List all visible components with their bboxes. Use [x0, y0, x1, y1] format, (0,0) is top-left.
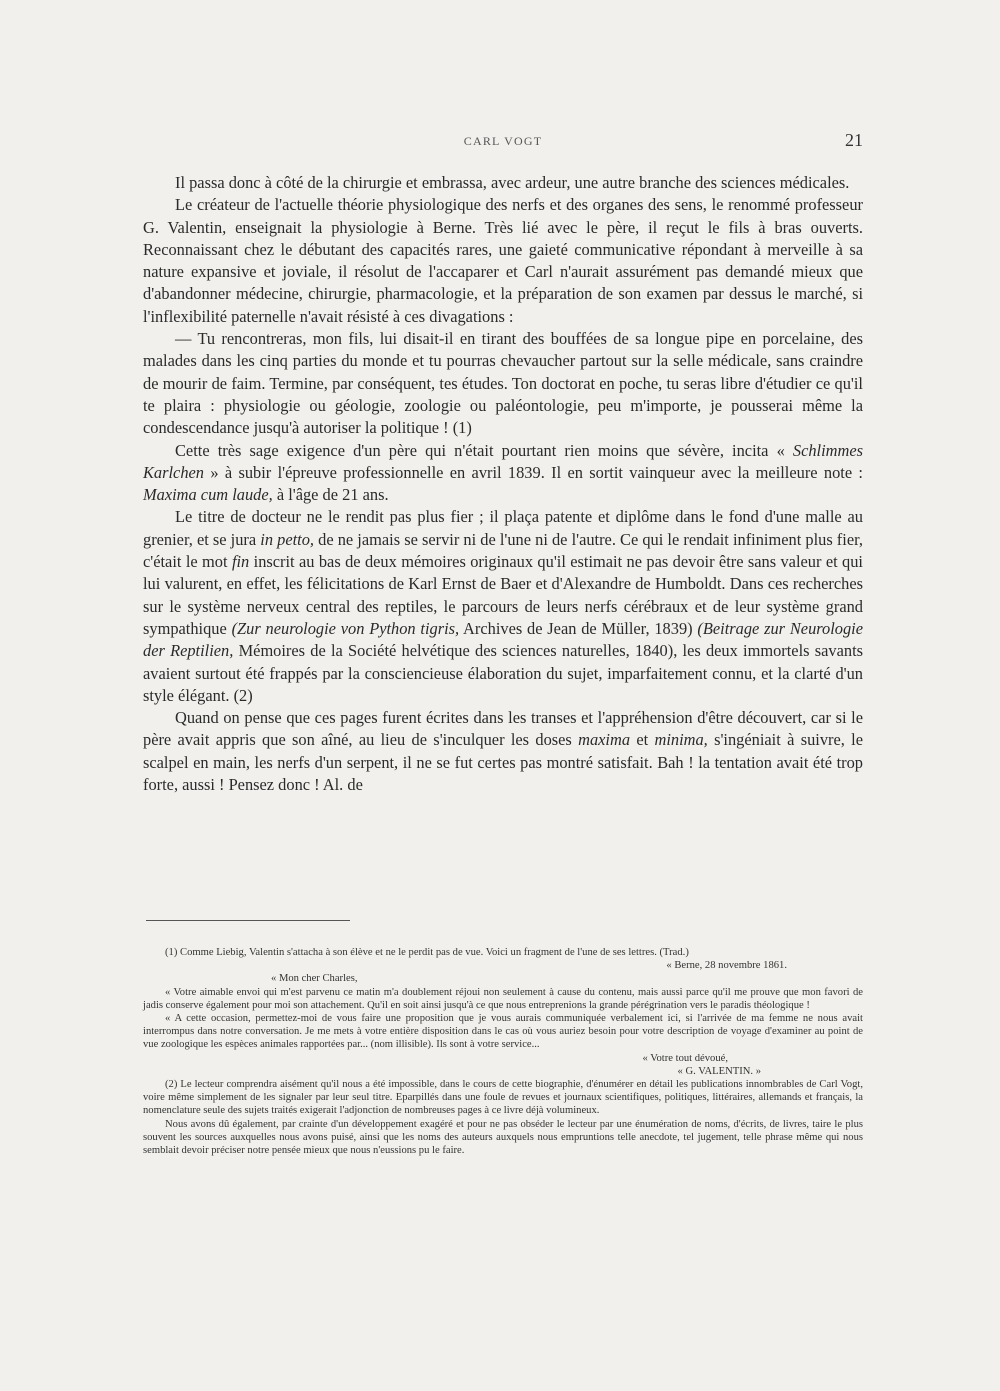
paragraph-6 [143, 707, 863, 796]
letter-signature: « G. VALENTIN. » [677, 1065, 761, 1077]
text-run: Archives de Jean de Müller, 1839) [459, 618, 698, 638]
italic-run: minima, [654, 730, 708, 750]
letter-salutation: « Mon cher Charles, [271, 973, 358, 985]
footnote-2-continued: Nous avons dû également, par crainte d'un développement exagéré et pour ne pas obséder le lecteur par une énumération de noms, d'écrits, de livres, taire le plus souvent les sources auxquelles nous avons puisé, ainsi que les noms des auteurs auxquels nous empruntions telle anecdote, tel jugement, telle phrase même qui nous semblait devoir préciser notre pensée mieux que nous n'eussions pu le faire. [143, 1118, 863, 1157]
letter-paragraph-2: « A cette occasion, permettez-moi de vous faire une proposition que je vous aurais communiquée verbalement ici, si l'arrivée de ma femme ne nous avait interrompus dans notre conversation. Je me mets à votre entière disposition dans le cas où vous auriez besoin pour votre description de voyage d'examiner au point de vue zoologique les espèces animales rapportées par... (nom illisible). Ils sont à votre service... [143, 1013, 863, 1051]
running-head [143, 130, 863, 154]
italic-run: maxima [578, 730, 631, 750]
text-run: Mémoires de la Société helvétique des sciences naturelles, 1840), les deux immortels savants avaient surtout été frappés par la consciencieuse élaboration du sujet, imparfaitement connu, et la clarté d'un style élégant. (2) [143, 641, 864, 705]
paragraph-1: Il passa donc à côté de la chirurgie et embrassa, avec ardeur, une autre branche des sciences médicales. [175, 173, 850, 192]
italic-run: fin [231, 552, 250, 572]
italic-run: in petto, [260, 529, 315, 549]
italic-run: (Zur neurologie von Python tigris, [231, 618, 460, 638]
text-run: inscrit au bas de deux mémoires originaux qu'il estimait ne pas devoir être sans valeur et qui lui valurent, en effet, les félicitations de Karl Ernst de Baer et d'Alexandre de Humboldt. Dans ces recherches sur le système nerveux central des reptiles, le parcours de leurs nerfs cérébraux et de leur système grand sympathique [143, 552, 863, 638]
footnote-rule [146, 920, 350, 921]
text-run: Le titre de docteur ne le rendit pas plus fier ; il plaça patente et diplôme dans le fond d'une malle au grenier, et se jura [143, 507, 863, 549]
italic-run: Schlimmes Karlchen [143, 440, 863, 482]
body-text [143, 172, 863, 796]
letter-closing: « Votre tout dévoué, [642, 1052, 728, 1064]
footnote-2: (2) Le lecteur comprendra aisément qu'il nous a été impossible, dans le cours de cette biographie, d'énumérer en détail les publications innombrables de Carl Vogt, voire même simplement de les signaler par leur seul titre. Eparpillés dans une foule de revues et journaux scientifiques, politiques, littéraires, allemands et français, la nomenclature seule des sujets traités exigerait l'adjonction de nombreuses pages à ce livre déjà volumineux. [143, 1079, 863, 1117]
text-run: à l'âge de 21 ans. [272, 485, 389, 505]
paragraph-5 [143, 506, 863, 707]
text-run: de ne jamais se servir ni de l'une ni de l'autre. Ce qui le rendait infiniment plus fier, c'était le mot [143, 529, 863, 572]
page-number: 21 [845, 130, 863, 150]
text-run: s'ingéniait à suivre, le scalpel en main, les nerfs d'un serpent, il ne se fut certes pas montré satisfait. Bah ! la tentation avait été trop forte, aussi ! Pensez donc ! Al. de [143, 730, 863, 795]
footnote-1: (1) Comme Liebig, Valentin s'attacha à son élève et ne le perdit pas de vue. Voici un fragment de l'une de ses lettres. (Trad.) [165, 947, 689, 958]
running-title: CARL VOGT [463, 134, 543, 148]
text-run: Quand on pense que ces pages furent écrites dans les transes et l'appréhension d'être découvert, car si le père avait appris que son aîné, au lieu de s'inculquer les doses [143, 708, 863, 750]
paragraph-4 [143, 440, 863, 507]
letter-paragraph-1: « Votre aimable envoi qui m'est parvenu ce matin m'a doublement réjoui non seulement à cause du contenu, mais aussi parce qu'il me prouve que mon favori de jadis conserve également pour moi son attachement. Qu'il en soit ainsi jusqu'à ce que nous entreprenions la grande pérégrination vers le paradis théologique ! [143, 986, 863, 1011]
text-run: » à subir l'épreuve professionnelle en avril 1839. Il en sortit vainqueur avec la meilleure note : [204, 462, 863, 482]
footnotes [143, 946, 863, 1157]
italic-run: (Beitrage zur Neurologie der Reptilien, [143, 618, 864, 661]
text-run: Cette très sage exigence d'un père qui n'était pourtant rien moins que sévère, incita « [175, 440, 793, 460]
letter-date: « Berne, 28 novembre 1861. [666, 960, 787, 972]
paragraph-3: — Tu rencontreras, mon fils, lui disait-il en tirant des bouffées de sa longue pipe en porcelaine, des malades dans les cinq parties du monde et tu pourras chevaucher partout sur la selle médicale, sans craindre de mourir de faim. Termine, par conséquent, tes études. Ton doctorat en poche, tu seras libre d'étudier ce qu'il te plaira : physiologie ou géologie, zoologie ou paléontologie, peu m'importe, je pousserai même la condescendance jusqu'à autoriser la politique ! (1) [143, 329, 863, 438]
paragraph-2: Le créateur de l'actuelle théorie physiologique des nerfs et des organes des sens, le renommé professeur G. Valentin, enseignait la physiologie à Berne. Très lié avec le père, il reçut le fils à bras ouverts. Reconnaissant chez le débutant des capacités rares, une gaieté communicative répondant à merveille à sa nature expansive et joviale, il résolut de l'accaparer et Carl n'aurait assurément pas demandé mieux que d'abandonner médecine, chirurgie, pharmacologie, et la préparation de son examen par dessus le marché, si l'inflexibilité paternelle n'avait résisté à ces divagations : [143, 195, 863, 326]
italic-run: Maxima cum laude, [143, 485, 273, 505]
text-run: et [630, 730, 655, 750]
